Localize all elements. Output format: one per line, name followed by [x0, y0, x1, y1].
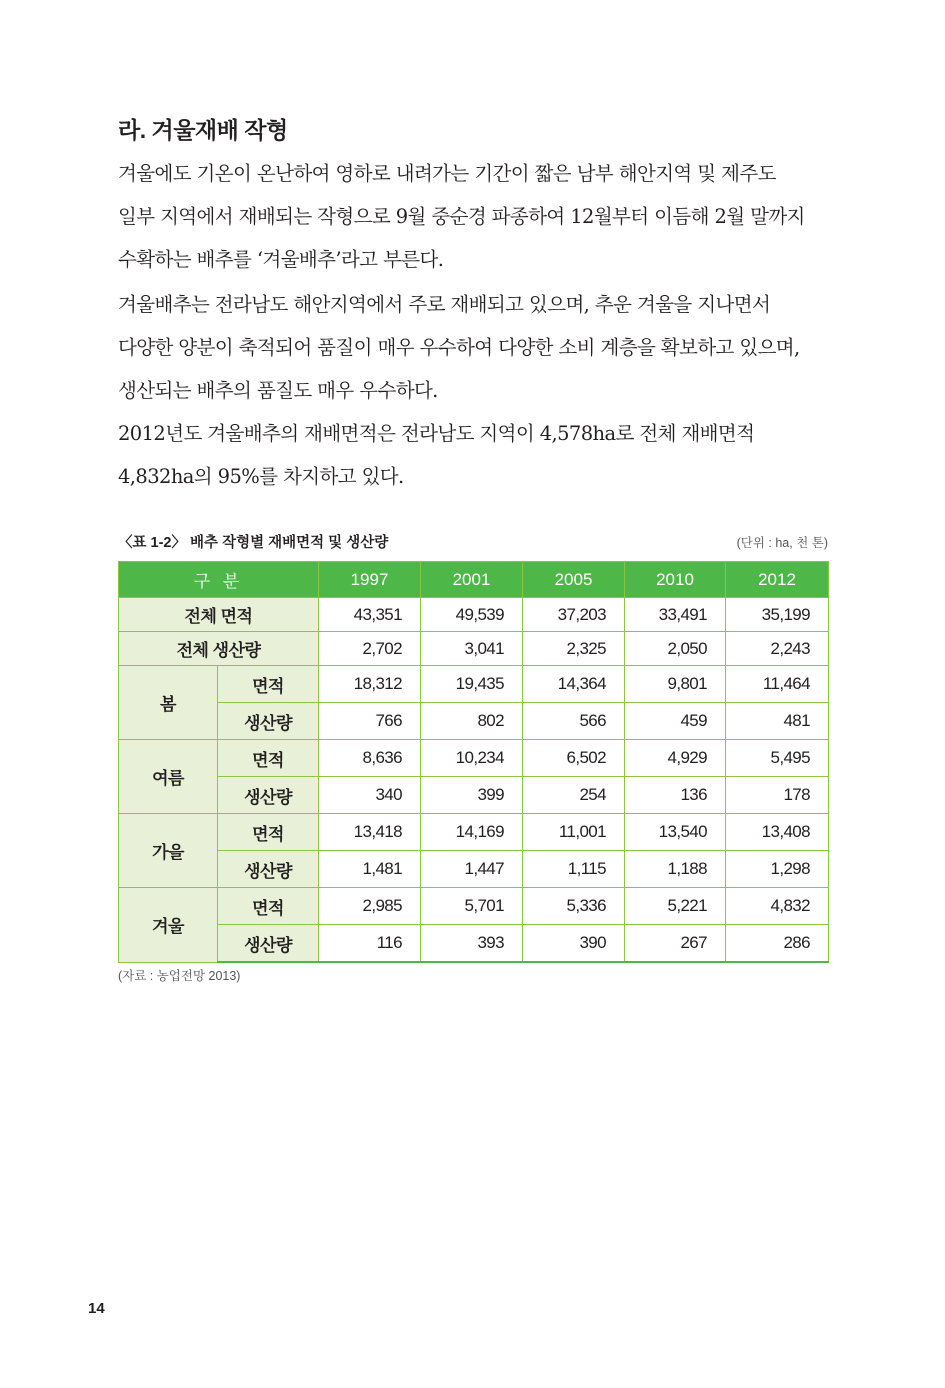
table-cell: 11,464 — [726, 666, 829, 703]
paragraph-line: 겨울에도 기온이 온난하여 영하로 내려가는 기간이 짧은 남부 해안지역 및 제주도 — [118, 162, 776, 185]
table-row — [119, 777, 829, 814]
table-row — [119, 851, 829, 888]
page-number: 14 — [88, 1300, 105, 1317]
table-cell: 49,539 — [421, 598, 523, 632]
table-cell: 116 — [319, 925, 421, 963]
table-cell: 5,495 — [726, 740, 829, 777]
row-label: 면적 — [218, 740, 319, 777]
table-row — [119, 814, 829, 851]
table-cell: 286 — [726, 925, 829, 963]
table-cell: 136 — [625, 777, 726, 814]
table-cell: 13,540 — [625, 814, 726, 851]
table-row — [119, 888, 829, 925]
paragraph-3 — [118, 412, 830, 498]
paragraph-line: 수확하는 배추를 ‘겨울배추’라고 부른다. — [118, 248, 444, 271]
table-cell: 14,169 — [421, 814, 523, 851]
table-cell: 43,351 — [319, 598, 421, 632]
table-cell: 1,481 — [319, 851, 421, 888]
table-row — [119, 598, 829, 632]
table-cell: 11,001 — [523, 814, 625, 851]
season-label: 봄 — [119, 666, 218, 740]
table-cell: 267 — [625, 925, 726, 963]
row-label: 전체 면적 — [119, 598, 319, 632]
table-cell: 5,221 — [625, 888, 726, 925]
table-cell: 459 — [625, 703, 726, 740]
table-cell: 19,435 — [421, 666, 523, 703]
row-label: 면적 — [218, 814, 319, 851]
table-cell: 4,929 — [625, 740, 726, 777]
table-cell: 1,188 — [625, 851, 726, 888]
table-row — [119, 703, 829, 740]
season-label: 여름 — [119, 740, 218, 814]
table-cell: 4,832 — [726, 888, 829, 925]
table-unit-note: (단위 : ha, 천 톤) — [736, 536, 828, 550]
table-row — [119, 740, 829, 777]
table-cell: 3,041 — [421, 632, 523, 666]
season-label: 겨울 — [119, 888, 218, 963]
table-source-note: (자료 : 농업전망 2013) — [118, 969, 241, 983]
table-header-row — [119, 562, 829, 598]
row-label: 생산량 — [218, 851, 319, 888]
row-label: 면적 — [218, 888, 319, 925]
table-cell: 2,702 — [319, 632, 421, 666]
paragraph-line: 다양한 양분이 축적되어 품질이 매우 우수하여 다양한 소비 계층을 확보하고 있으며, — [118, 336, 800, 359]
table-cell: 390 — [523, 925, 625, 963]
table-cell: 802 — [421, 703, 523, 740]
header-year: 2001 — [421, 562, 523, 598]
paragraph-line: 생산되는 배추의 품질도 매우 우수하다. — [118, 379, 438, 402]
table-cell: 6,502 — [523, 740, 625, 777]
table-cell: 2,985 — [319, 888, 421, 925]
paragraph-line: 4,832ha의 95%를 차지하고 있다. — [118, 465, 404, 488]
table-cell: 33,491 — [625, 598, 726, 632]
table-cell: 8,636 — [319, 740, 421, 777]
table-cell: 1,447 — [421, 851, 523, 888]
row-label: 생산량 — [218, 777, 319, 814]
row-label: 전체 생산량 — [119, 632, 319, 666]
table-cell: 766 — [319, 703, 421, 740]
header-year: 2010 — [625, 562, 726, 598]
row-label: 생산량 — [218, 703, 319, 740]
header-year: 1997 — [319, 562, 421, 598]
table-cell: 5,336 — [523, 888, 625, 925]
table-cell: 393 — [421, 925, 523, 963]
table-cell: 5,701 — [421, 888, 523, 925]
table-cell: 254 — [523, 777, 625, 814]
header-year: 2012 — [726, 562, 829, 598]
paragraph-line: 2012년도 겨울배추의 재배면적은 전라남도 지역이 4,578ha로 전체 재배면적 — [118, 422, 755, 445]
cabbage-cultivation-table — [118, 561, 829, 963]
paragraph-2 — [118, 283, 830, 412]
table-cell: 37,203 — [523, 598, 625, 632]
table-cell: 2,325 — [523, 632, 625, 666]
row-label: 생산량 — [218, 925, 319, 963]
table-cell: 1,298 — [726, 851, 829, 888]
table-cell: 35,199 — [726, 598, 829, 632]
table-cell: 2,050 — [625, 632, 726, 666]
header-year: 2005 — [523, 562, 625, 598]
table-row — [119, 632, 829, 666]
table-caption: 〈표 1-2〉 배추 작형별 재배면적 및 생산량 — [118, 535, 389, 551]
row-label: 면적 — [218, 666, 319, 703]
header-category: 구 분 — [119, 562, 319, 598]
table-row — [119, 925, 829, 963]
table-cell: 178 — [726, 777, 829, 814]
section-heading: 라. 겨울재배 작형 — [118, 117, 288, 143]
table-cell: 340 — [319, 777, 421, 814]
paragraph-1 — [118, 152, 830, 281]
table-cell: 18,312 — [319, 666, 421, 703]
table-cell: 2,243 — [726, 632, 829, 666]
table-cell: 1,115 — [523, 851, 625, 888]
table-cell: 10,234 — [421, 740, 523, 777]
table-row — [119, 666, 829, 703]
table-cell: 399 — [421, 777, 523, 814]
table-cell: 9,801 — [625, 666, 726, 703]
paragraph-line: 일부 지역에서 재배되는 작형으로 9월 중순경 파종하여 12월부터 이듬해 2월 말까지 — [118, 205, 805, 228]
table-cell: 13,408 — [726, 814, 829, 851]
table-cell: 481 — [726, 703, 829, 740]
table-cell: 13,418 — [319, 814, 421, 851]
season-label: 가을 — [119, 814, 218, 888]
table-cell: 566 — [523, 703, 625, 740]
paragraph-line: 겨울배추는 전라남도 해안지역에서 주로 재배되고 있으며, 추운 겨울을 지나면서 — [118, 293, 771, 316]
table-cell: 14,364 — [523, 666, 625, 703]
